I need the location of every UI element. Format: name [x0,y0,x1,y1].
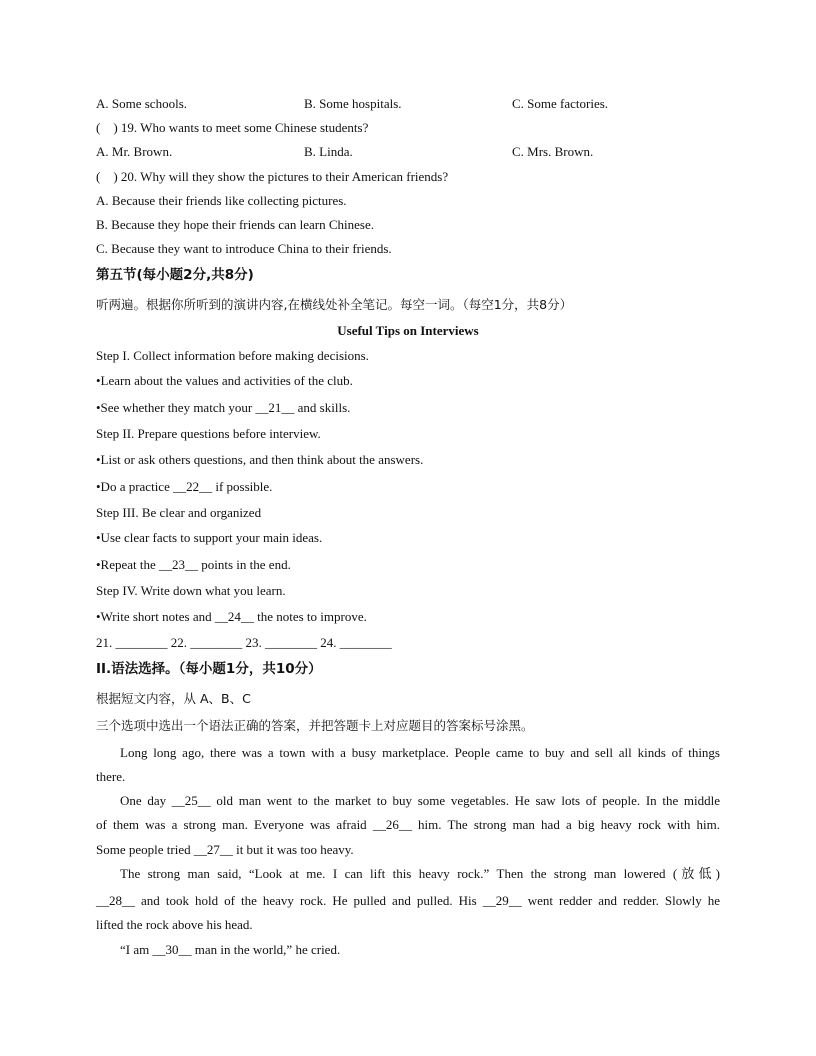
passage-line: of them was a strong man. Everyone was afraid __26__ him. The strong man had a big heavy rock with him. [96,817,720,832]
notes-line: Step IV. Write down what you learn. [96,583,286,598]
passage-line: One day __25__ old man went to the market to buy some vegetables. He saw lots of people. In the middle [120,793,720,808]
q20-question: ( ) 20. Why will they show the pictures to their American friends? [96,169,449,184]
q20-option-a: A. Because their friends like collecting pictures. [96,193,347,208]
q20-option-b: B. Because they hope their friends can learn Chinese. [96,217,374,232]
notes-line: Step III. Be clear and organized [96,505,262,520]
notes-line: Step I. Collect information before making decisions. [96,348,369,363]
q18-option-b: B. Some hospitals. [304,96,402,111]
passage-line: lifted the rock above his head. [96,917,253,932]
passage-line: Some people tried __27__ it but it was too heavy. [96,842,354,857]
notes-line: Step II. Prepare questions before interview. [96,426,321,441]
notes-line: •List or ask others questions, and then think about the answers. [96,452,424,467]
q19-option-c: C. Mrs. Brown. [512,144,594,159]
q18-option-c: C. Some factories. [512,96,609,111]
q19-option-a: A. Mr. Brown. [96,144,173,159]
passage-line: __28__ and took hold of the heavy rock. He pulled and pulled. His __29__ went redder and redder. Slowly he [96,893,720,908]
passage-line: there. [96,769,126,784]
notes-line: •Repeat the __23__ points in the end. [96,557,291,572]
section5-instruction: 听两遍。根据你所听到的演讲内容,在横线处补全笔记。每空一词。（每空1分，共8分） [96,297,573,312]
q19-question: ( ) 19. Who wants to meet some Chinese students? [96,120,369,135]
notes-line: •Write short notes and __24__ the notes to improve. [96,609,367,624]
passage-line: “I am __30__ man in the world,” he cried. [120,942,341,957]
passage-line: The strong man said, “Look at me. I can lift this heavy rock.” Then the strong man lowered (放低) [120,866,720,881]
notes-line: •See whether they match your __21__ and skills. [96,400,351,415]
passage-line: Long long ago, there was a town with a busy marketplace. People came to buy and sell all kinds of things [120,745,720,760]
q20-option-c: C. Because they want to introduce China to their friends. [96,241,392,256]
part2-heading: II.语法选择。（每小题1分，共10分） [96,661,322,677]
q18-option-a: A. Some schools. [96,96,187,111]
notes-title: Useful Tips on Interviews [337,323,479,338]
notes-line: •Use clear facts to support your main ideas. [96,530,323,545]
notes-line: •Learn about the values and activities of the club. [96,373,353,388]
part2-instruction-1: 根据短文内容，从 A、B、C [96,691,251,706]
section5-heading: 第五节(每小题2分,共8分) [96,267,254,283]
notes-line: •Do a practice __22__ if possible. [96,479,273,494]
q19-option-b: B. Linda. [304,144,353,159]
part2-instruction-2: 三个选项中选出一个语法正确的答案，并把答题卡上对应题目的答案标号涂黑。 [96,718,534,733]
answer-blanks: 21. ________ 22. ________ 23. ________ 24. ________ [96,635,392,650]
